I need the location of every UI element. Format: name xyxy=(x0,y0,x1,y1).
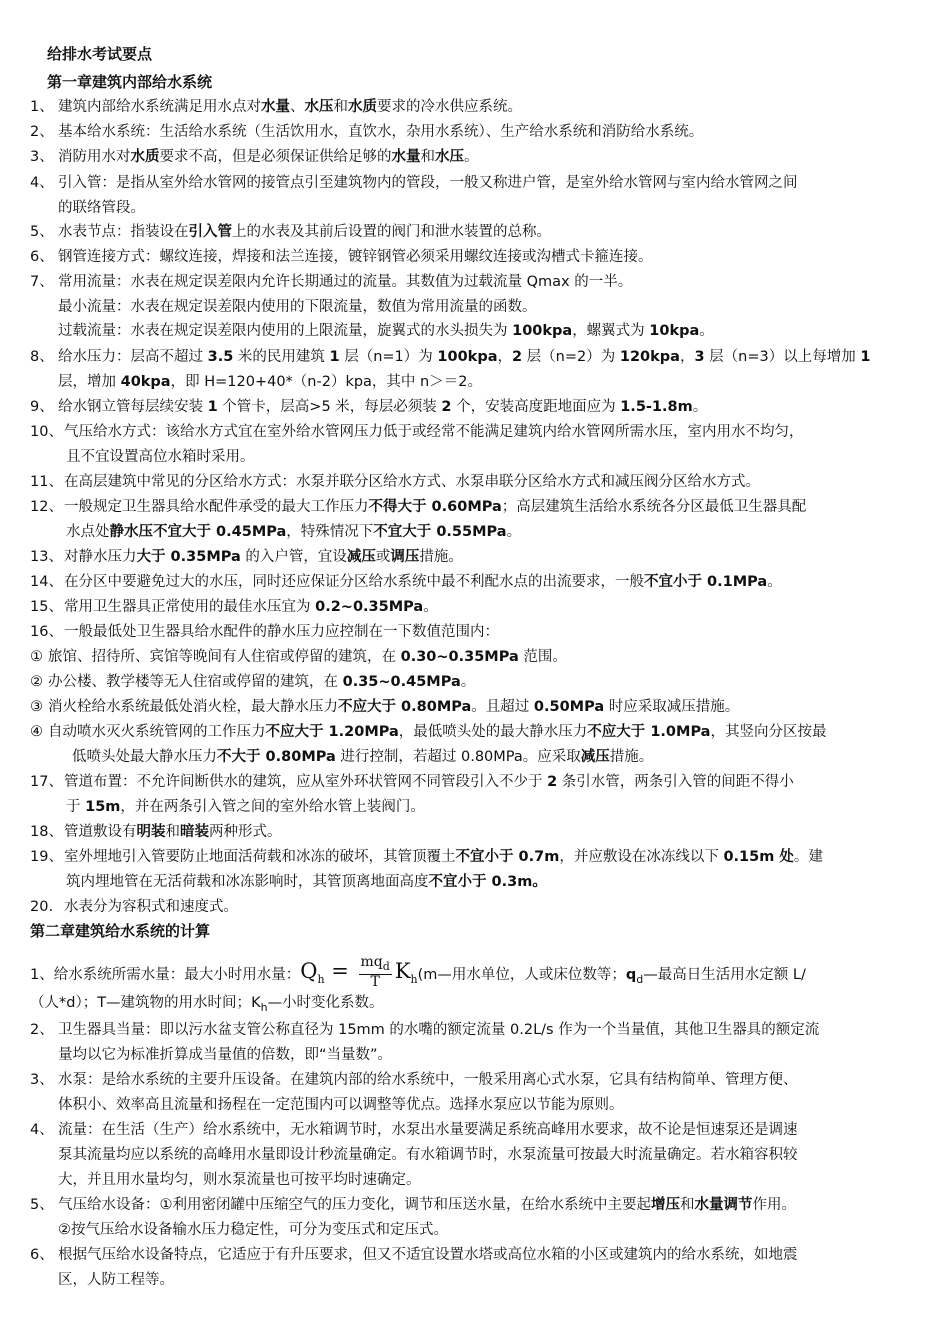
body-text: 筑内埋地管在无活荷载和冰冻影响时，其管顶离地面高度 xyxy=(66,874,429,890)
body-text: 上的水表及其前后设置的阀门和泄水装置的总称。 xyxy=(232,224,551,240)
emphasis-text: 1 xyxy=(860,349,871,365)
emphasis-text: 1.5-1.8m xyxy=(620,399,693,415)
list-item-line xyxy=(30,670,475,694)
body-text: 建筑内部给水系统满足用水点对 xyxy=(58,99,261,115)
list-item-line xyxy=(58,1143,798,1167)
list-item-line xyxy=(30,270,632,294)
list-item-index: 8、 xyxy=(30,349,54,365)
formula-numerator xyxy=(359,955,392,975)
item-text: 给水系统所需水量：最大小时用水量： xyxy=(53,967,301,984)
emphasis-text: 增压 xyxy=(651,1197,680,1213)
body-text: 和 xyxy=(680,1197,695,1213)
body-text: 管道布置：不允许间断供水的建筑，应从室外环状管网不同管段引入不少于 xyxy=(64,774,548,790)
list-item-line xyxy=(30,120,703,144)
body-text: ，螺翼式为 xyxy=(572,323,650,339)
body-text: ， xyxy=(679,349,695,365)
body-text: 气压给水方式：该给水方式宜在室外给水管网压力低于或经常不能满足建筑内给水管网所需水压，室内用水不均匀， xyxy=(64,424,804,440)
list-item-index: 6、 xyxy=(30,249,54,265)
body-text: 水点处 xyxy=(66,524,110,540)
emphasis-text: 0.50MPa xyxy=(533,699,605,715)
list-item-line xyxy=(30,495,806,519)
body-text: 引入管：是指从室外给水管网的接管点引至建筑物内的管段，一般又称进户管，是室外给水管网与室内给水管网之间 xyxy=(58,175,798,191)
emphasis-text: 不应大于 1.0MPa xyxy=(587,724,711,740)
body-text: 时应采取减压措施。 xyxy=(604,699,740,715)
list-item-index: 17、 xyxy=(30,774,63,790)
body-text: 和 xyxy=(165,824,180,840)
list-item-line xyxy=(58,1218,448,1242)
list-item-line xyxy=(30,820,282,844)
formula-denominator: T xyxy=(370,973,380,990)
emphasis-text: 3.5 xyxy=(207,349,234,365)
list-item-line xyxy=(58,1168,421,1192)
list-item-line xyxy=(30,220,551,244)
list-item-index: 18、 xyxy=(30,824,63,840)
body-text: 在分区中要避免过大的水压，同时还应保证分区给水系统中最不利配水点的出流要求，一般 xyxy=(64,574,644,590)
emphasis-text: 不宜大于 0.55MPa xyxy=(373,524,507,540)
list-item-index: 16、 xyxy=(30,624,63,640)
list-item-line xyxy=(58,370,482,394)
body-text: 要求的冷水供应系统。 xyxy=(377,99,522,115)
list-item-line xyxy=(30,570,782,594)
item-index: 1、 xyxy=(30,967,54,984)
body-text: ，其竖向分区按最 xyxy=(710,724,827,740)
list-item-line xyxy=(30,595,438,619)
body-text: ；高层建筑生活给水系统各分区最低卫生器具配 xyxy=(501,499,807,515)
formula-q-subscript: h xyxy=(317,973,325,987)
body-text: 区，人防工程等。 xyxy=(58,1272,174,1288)
body-text: 消防用水对 xyxy=(58,149,131,165)
list-item-line xyxy=(58,1093,624,1117)
body-text: 水表分为容积式和速度式。 xyxy=(64,899,238,915)
body-text: ， xyxy=(497,349,512,365)
body-text: 和 xyxy=(333,99,348,115)
emphasis-text: 1 xyxy=(329,349,340,365)
list-item-index: ③ xyxy=(30,699,43,715)
item-text: （人*d）；T—建筑物的用水时间； xyxy=(30,995,252,1011)
list-item-index: 7、 xyxy=(30,274,54,290)
kh-subscript: h xyxy=(260,1000,268,1014)
body-text: 室外埋地引入管要防止地面活荷载和冰冻的破坏，其管顶覆土 xyxy=(64,849,456,865)
body-text: 于 xyxy=(66,799,86,815)
list-item-line xyxy=(58,295,537,319)
emphasis-text: 减压 xyxy=(346,549,376,565)
formula-k-subscript: h xyxy=(410,973,418,987)
list-item-line xyxy=(30,770,794,794)
list-item-line xyxy=(72,745,653,769)
formula-fraction xyxy=(359,955,392,990)
body-text: 一般最低处卫生器具给水配件的静水压力应控制在一下数值范围内： xyxy=(64,624,499,640)
emphasis-text: 不应大于 1.20MPa xyxy=(265,724,399,740)
body-text: 给水压力：层高不超过 xyxy=(58,349,208,365)
body-text: ，即 H=120+40*（n-2）kpa，其中 n＞＝2。 xyxy=(170,374,482,390)
emphasis-text: 2 xyxy=(547,774,558,790)
emphasis-text: 不宜小于 0.7m xyxy=(455,849,560,865)
item-text: —最高日生活用水定额 L/ xyxy=(643,967,806,984)
list-item-index: 14、 xyxy=(30,574,63,590)
emphasis-text: 明装 xyxy=(136,824,166,840)
list-item-line xyxy=(30,470,760,494)
emphasis-text: 水质 xyxy=(130,149,160,165)
body-text: 要求不高，但是必须保证供给足够的 xyxy=(159,149,392,165)
list-item-line xyxy=(30,620,499,644)
body-text: 旅馆、招待所、宾馆等晚间有人住宿或停留的建筑，在 xyxy=(48,649,401,665)
emphasis-text: 大于 0.35MPa xyxy=(136,549,241,565)
list-item-line xyxy=(30,171,798,195)
list-item-index: 1、 xyxy=(30,99,54,115)
list-item-line xyxy=(30,645,567,669)
body-text: 和 xyxy=(420,149,435,165)
document-title: 给排水考试要点 xyxy=(47,45,153,63)
body-text: 最小流量：水表在规定误差限内使用的下限流量，数值为常用流量的函数。 xyxy=(58,299,537,315)
list-item-line xyxy=(58,319,714,343)
body-text: 一般规定卫生器具给水配件承受的最大工作压力 xyxy=(64,499,369,515)
item-text: (m—用水单位，人或床位数等； xyxy=(417,967,626,984)
ch2-item-1-line-2 xyxy=(30,991,384,1020)
body-text: 作用。 xyxy=(752,1197,796,1213)
body-text: 流量：在生活（生产）给水系统中，无水箱调节时，水泵出水量要满足系统高峰用水要求，故不论是恒速泵还是调速 xyxy=(58,1122,798,1138)
list-item-index: 15、 xyxy=(30,599,63,615)
list-item-line xyxy=(30,95,522,119)
body-text: 个管卡，层高>5 米，每层必须装 xyxy=(217,399,442,415)
list-item-index: 13、 xyxy=(30,549,63,565)
list-item-line xyxy=(66,445,255,469)
emphasis-text: 不宜小于 0.1MPa xyxy=(644,574,768,590)
max-hour-flow-formula xyxy=(300,955,417,995)
body-text: 范围。 xyxy=(518,649,567,665)
emphasis-text: 静水压不宜大于 0.45MPa xyxy=(109,524,287,540)
body-text: 给水钢立管每层续安装 xyxy=(58,399,208,415)
emphasis-text: 0.30~0.35MPa xyxy=(400,649,519,665)
body-text: 大，并且用水量均匀，则水泵流量也可按平均时速确定。 xyxy=(58,1172,421,1188)
list-item-line xyxy=(30,1118,798,1142)
list-item-line xyxy=(58,1268,174,1292)
body-text: 措施。 xyxy=(419,549,463,565)
emphasis-text: 15m xyxy=(85,799,121,815)
list-item-line xyxy=(30,245,653,269)
emphasis-text: 100kpa xyxy=(437,349,498,365)
body-text: 自动喷水灭火系统管网的工作压力 xyxy=(48,724,266,740)
body-text: 钢管连接方式：螺纹连接，焊接和法兰连接，镀锌钢管必须采用螺纹连接或沟槽式卡箍连接。 xyxy=(58,249,653,265)
body-text: 消火栓给水系统最低处消火栓，最大静水压力 xyxy=(48,699,338,715)
list-item-line xyxy=(30,395,707,419)
list-item-index: 12、 xyxy=(30,499,63,515)
body-text: 过载流量：水表在规定误差限内使用的上限流量，旋翼式的水头损失为 xyxy=(58,323,513,339)
emphasis-text: 水压 xyxy=(304,99,334,115)
qd-subscript: d xyxy=(636,972,644,986)
list-item-index: 3、 xyxy=(30,149,54,165)
list-item-index: 20. xyxy=(30,899,54,915)
list-item-line xyxy=(30,1018,819,1042)
body-text: 基本给水系统：生活给水系统（生活饮用水，直饮水，杂用水系统）、生产给水系统和消防给水系统。 xyxy=(58,124,704,140)
emphasis-text: 水量 xyxy=(261,99,290,115)
list-item-index: 3、 xyxy=(30,1072,54,1088)
list-item-line xyxy=(66,520,521,544)
ch2-item-1-line-1 xyxy=(30,955,806,995)
body-text: 的联络管段。 xyxy=(58,200,145,216)
emphasis-text: 不得大于 0.60MPa xyxy=(368,499,502,515)
list-item-line xyxy=(66,795,425,819)
list-item-line xyxy=(66,870,547,894)
emphasis-text: 不大于 0.80MPa xyxy=(217,749,336,765)
body-text: 。 xyxy=(506,524,522,540)
qd-symbol: q xyxy=(625,967,637,984)
list-item-index: 5、 xyxy=(30,1197,54,1213)
emphasis-text: 0.2~0.35MPa xyxy=(315,599,424,615)
emphasis-text: 100kpa xyxy=(512,323,573,339)
emphasis-text: 引入管 xyxy=(188,224,232,240)
list-item-line xyxy=(58,196,145,220)
body-text: 。 xyxy=(767,574,782,590)
list-item-line xyxy=(30,420,804,444)
emphasis-text: 水量 xyxy=(391,149,421,165)
list-item-line xyxy=(30,345,870,369)
body-text: ，特殊情况下 xyxy=(286,524,374,540)
emphasis-text: 不应大于 0.80MPa xyxy=(338,699,472,715)
emphasis-text: 0.35~0.45MPa xyxy=(342,674,461,690)
list-item-line xyxy=(30,695,739,719)
body-text: 量均以它为标准折算成当量值的倍数，即“当量数”。 xyxy=(58,1047,393,1063)
list-item-line xyxy=(30,720,826,744)
body-text: 层（n=1）为 xyxy=(339,349,438,365)
emphasis-text: 10kpa xyxy=(649,323,700,339)
body-text: 管道敷设有 xyxy=(64,824,137,840)
emphasis-text: 2 xyxy=(511,349,523,365)
body-text: ②按气压给水设备输水压力稳定性，可分为变压式和定压式。 xyxy=(58,1222,448,1238)
body-text: 层（n=2）为 xyxy=(522,349,620,365)
emphasis-text: 暗装 xyxy=(180,824,209,840)
list-item-index: ② xyxy=(30,674,43,690)
list-item-index: 5、 xyxy=(30,224,54,240)
body-text: 、 xyxy=(290,99,305,115)
emphasis-text: 1 xyxy=(207,399,218,415)
body-text: 措施。 xyxy=(609,749,654,765)
emphasis-text: 40kpa xyxy=(120,374,171,390)
body-text: ，并在两条引入管之间的室外给水管上装阀门。 xyxy=(120,799,425,815)
emphasis-text: 水质 xyxy=(348,99,377,115)
body-text: 卫生器具当量：即以污水盆支管公称直径为 15mm 的水嘴的额定流量 0.2L/s 作为一个当量值，其他卫生器具的额定流 xyxy=(58,1022,820,1038)
emphasis-text: 调压 xyxy=(390,549,420,565)
item-text: —小时变化系数。 xyxy=(267,995,384,1011)
list-item-line xyxy=(30,1193,796,1217)
body-text: 。建 xyxy=(793,849,823,865)
list-item-index: 11、 xyxy=(30,474,63,490)
body-text: 。 xyxy=(460,674,476,690)
chapter-2-title: 第二章建筑给水系统的计算 xyxy=(30,922,211,940)
body-text: 的入户管，宜设 xyxy=(240,549,347,565)
body-text: 水表节点：指装设在 xyxy=(58,224,189,240)
formula-k: K xyxy=(394,958,411,983)
body-text: 。 xyxy=(464,149,479,165)
emphasis-text: 减压 xyxy=(580,749,610,765)
body-text: 常用卫生器具正常使用的最佳水压宜为 xyxy=(64,599,316,615)
body-text: 。 xyxy=(692,399,708,415)
body-text: 条引水管，两条引入管的间距不得小 xyxy=(557,774,794,790)
body-text: 或 xyxy=(375,549,391,565)
formula-equals: = xyxy=(331,958,349,983)
formula-mq-subscript: d xyxy=(382,959,390,973)
body-text: 。且超过 xyxy=(471,699,534,715)
body-text: 低喷头处最大静水压力 xyxy=(72,749,217,765)
list-item-line xyxy=(30,145,479,169)
body-text: 办公楼、教学楼等无人住宿或停留的建筑，在 xyxy=(48,674,343,690)
body-text: 且不宜设置高位水箱时采用。 xyxy=(66,449,255,465)
list-item-index: 2、 xyxy=(30,124,54,140)
list-item-line xyxy=(30,895,238,919)
list-item-index: 6、 xyxy=(30,1247,54,1263)
list-item-line xyxy=(30,1068,798,1092)
body-text: 气压给水设备：①利用密闭罐中压缩空气的压力变化，调节和压送水量，在给水系统中主要起 xyxy=(58,1197,651,1213)
formula-q: Q xyxy=(300,958,318,983)
body-text: 对静水压力 xyxy=(64,549,137,565)
body-text: 根据气压给水设备特点，它适应于有升压要求，但又不适宜设置水塔或高位水箱的小区或建筑内的给水系统，如地震 xyxy=(58,1247,798,1263)
body-text: 。 xyxy=(699,323,714,339)
body-text: 泵其流量均应以系统的高峰用水量即设计秒流量确定。有水箱调节时，水泵流量可按最大时流量确定。若水箱容积较 xyxy=(58,1147,798,1163)
list-item-line xyxy=(30,1243,798,1267)
list-item-index: 19、 xyxy=(30,849,63,865)
emphasis-text: 3 xyxy=(694,349,705,365)
body-text: 层，增加 xyxy=(58,374,121,390)
body-text: 进行控制，若超过 0.80MPa。应采取 xyxy=(335,749,581,765)
list-item-index: 2、 xyxy=(30,1022,54,1038)
body-text: 水泵：是给水系统的主要升压设备。在建筑内部的给水系统中，一般采用离心式水泵，它具有结构简单、管理方便、 xyxy=(58,1072,798,1088)
list-item-index: 4、 xyxy=(30,1122,54,1138)
body-text: 。 xyxy=(423,599,438,615)
list-item-line xyxy=(30,545,463,569)
list-item-index: 4、 xyxy=(30,175,54,191)
kh-symbol: K xyxy=(251,995,261,1011)
emphasis-text: 水压 xyxy=(435,149,464,165)
list-item-index: ① xyxy=(30,649,43,665)
body-text: 常用流量：水表在规定误差限内允许长期通过的流量。其数值为过载流量 Qmax 的一半。 xyxy=(58,274,633,290)
emphasis-text: 水量调节 xyxy=(694,1197,753,1213)
list-item-index: 10、 xyxy=(30,424,63,440)
list-item-line xyxy=(58,1043,392,1067)
emphasis-text: 120kpa xyxy=(619,349,680,365)
body-text: ，最低喷头处的最大静水压力 xyxy=(398,724,588,740)
emphasis-text: 不宜小于 0.3m。 xyxy=(428,874,547,890)
body-text: 体积小、效率高且流量和扬程在一定范围内可以调整等优点。选择水泵应以节能为原则。 xyxy=(58,1097,624,1113)
body-text: 个，安装高度距地面应为 xyxy=(451,399,621,415)
body-text: 米的民用建筑 xyxy=(233,349,330,365)
list-item-index: ④ xyxy=(30,724,43,740)
list-item-line xyxy=(30,845,823,869)
emphasis-text: 2 xyxy=(441,399,452,415)
emphasis-text: 0.15m 处 xyxy=(723,849,794,865)
body-text: 在高层建筑中常见的分区给水方式：水泵并联分区给水方式、水泵串联分区给水方式和减压阀分区给水方式。 xyxy=(64,474,760,490)
chapter-1-title: 第一章建筑内部给水系统 xyxy=(47,73,213,91)
body-text: 层（n=3）以上每增加 xyxy=(704,349,861,365)
body-text: 两种形式。 xyxy=(209,824,282,840)
formula-mq: mq xyxy=(360,954,383,970)
body-text: ，并应敷设在冰冻线以下 xyxy=(559,849,724,865)
list-item-index: 9、 xyxy=(30,399,54,415)
